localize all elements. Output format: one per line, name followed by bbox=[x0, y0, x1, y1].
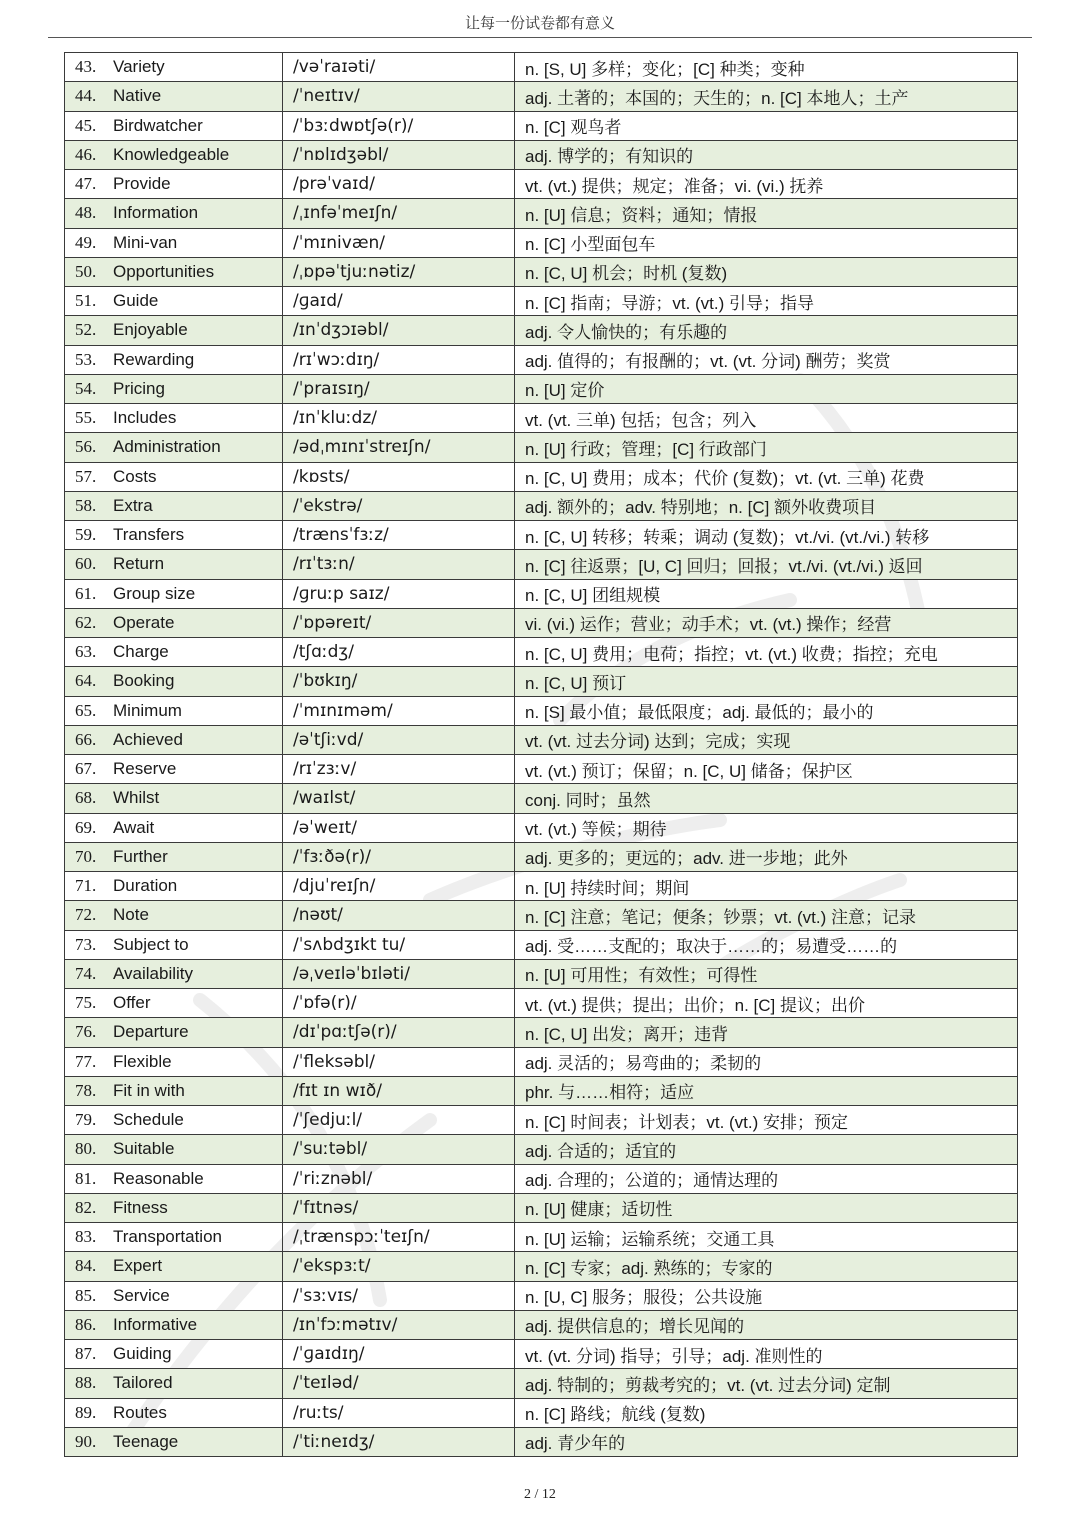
word-text: Achieved bbox=[113, 729, 183, 749]
phonetic-cell: /ˈpraɪsɪŋ/ bbox=[283, 374, 515, 403]
table-row bbox=[65, 140, 1018, 169]
word-cell bbox=[65, 462, 283, 491]
table-row bbox=[65, 1369, 1018, 1398]
word-text: Whilst bbox=[113, 788, 160, 808]
definition-cell: n. [C] 指南；导游；vt. (vt.) 引导；指导 bbox=[515, 287, 1018, 316]
word-cell bbox=[65, 872, 283, 901]
definition-cell: n. [C, U] 费用；成本；代价 (复数)；vt. (vt. 三单) 花费 bbox=[515, 462, 1018, 491]
word-cell bbox=[65, 638, 283, 667]
definition-cell: adj. 更多的；更远的；adv. 进一步地；此外 bbox=[515, 842, 1018, 871]
table-row bbox=[65, 199, 1018, 228]
row-number: 65. bbox=[75, 700, 97, 720]
word-text: Costs bbox=[113, 466, 157, 486]
table-row bbox=[65, 287, 1018, 316]
table-row bbox=[65, 1106, 1018, 1135]
word-text: Service bbox=[113, 1285, 170, 1305]
word-cell bbox=[65, 491, 283, 520]
row-number: 60. bbox=[75, 554, 97, 574]
definition-cell: adj. 受……支配的；取决于……的；易遭受……的 bbox=[515, 930, 1018, 959]
definition-cell: n. [C] 时间表；计划表；vt. (vt.) 安排；预定 bbox=[515, 1106, 1018, 1135]
row-number: 76. bbox=[75, 1022, 97, 1042]
word-cell bbox=[65, 579, 283, 608]
table-row bbox=[65, 1193, 1018, 1222]
row-number: 57. bbox=[75, 466, 97, 486]
word-cell bbox=[65, 1398, 283, 1427]
word-text: Offer bbox=[113, 993, 151, 1013]
row-number: 67. bbox=[75, 759, 97, 779]
definition-cell: n. [U] 信息；资料；通知；情报 bbox=[515, 199, 1018, 228]
table-row bbox=[65, 521, 1018, 550]
phonetic-cell: /ˈtiːneɪdʒ/ bbox=[283, 1427, 515, 1456]
row-number: 47. bbox=[75, 174, 97, 194]
table-row bbox=[65, 404, 1018, 433]
word-cell bbox=[65, 111, 283, 140]
phonetic-cell: /ɪnˈdʒɔɪəbl/ bbox=[283, 316, 515, 345]
row-number: 74. bbox=[75, 963, 97, 983]
table-row bbox=[65, 170, 1018, 199]
word-text: Note bbox=[113, 905, 149, 925]
word-text: Rewarding bbox=[113, 349, 195, 369]
row-number: 43. bbox=[75, 57, 97, 77]
row-number: 52. bbox=[75, 320, 97, 340]
row-number: 79. bbox=[75, 1110, 97, 1130]
row-number: 61. bbox=[75, 583, 97, 603]
definition-cell: adj. 博学的；有知识的 bbox=[515, 140, 1018, 169]
row-number: 72. bbox=[75, 905, 97, 925]
definition-cell: adj. 合适的；适宜的 bbox=[515, 1135, 1018, 1164]
word-text: Booking bbox=[113, 671, 175, 691]
header-rule bbox=[48, 37, 1032, 38]
definition-cell: adj. 额外的；adv. 特别地；n. [C] 额外收费项目 bbox=[515, 491, 1018, 520]
definition-cell: n. [C, U] 团组规模 bbox=[515, 579, 1018, 608]
definition-cell: vt. (vt.) 等候；期待 bbox=[515, 813, 1018, 842]
word-cell bbox=[65, 901, 283, 930]
phonetic-cell: /ˈɒpəreɪt/ bbox=[283, 608, 515, 637]
page-number: 2 / 12 bbox=[524, 1487, 556, 1502]
word-text: Further bbox=[113, 846, 168, 866]
table-row bbox=[65, 1164, 1018, 1193]
page-header: 让每一份试卷都有意义 bbox=[464, 14, 615, 32]
word-cell bbox=[65, 755, 283, 784]
word-cell bbox=[65, 1281, 283, 1310]
phonetic-cell: /fɪt ɪn wɪð/ bbox=[283, 1076, 515, 1105]
table-row bbox=[65, 930, 1018, 959]
word-cell bbox=[65, 667, 283, 696]
word-cell bbox=[65, 1427, 283, 1456]
word-text: Suitable bbox=[113, 1139, 175, 1159]
row-number: 80. bbox=[75, 1139, 97, 1159]
word-text: Teenage bbox=[113, 1431, 179, 1451]
word-cell bbox=[65, 696, 283, 725]
definition-cell: adj. 特制的；剪裁考究的；vt. (vt. 过去分词) 定制 bbox=[515, 1369, 1018, 1398]
row-number: 66. bbox=[75, 729, 97, 749]
word-cell bbox=[65, 1252, 283, 1281]
table-row bbox=[65, 1252, 1018, 1281]
word-cell bbox=[65, 1340, 283, 1369]
phonetic-cell: /əˈweɪt/ bbox=[283, 813, 515, 842]
word-text: Opportunities bbox=[113, 261, 215, 281]
row-number: 59. bbox=[75, 525, 97, 545]
phonetic-cell: /ruːts/ bbox=[283, 1398, 515, 1427]
word-text: Knowledgeable bbox=[113, 144, 230, 164]
definition-cell: n. [C, U] 预订 bbox=[515, 667, 1018, 696]
definition-cell: n. [C] 路线；航线 (复数) bbox=[515, 1398, 1018, 1427]
table-row bbox=[65, 111, 1018, 140]
row-number: 45. bbox=[75, 115, 97, 135]
definition-cell: n. [U] 行政；管理；[C] 行政部门 bbox=[515, 433, 1018, 462]
word-text: Flexible bbox=[113, 1051, 172, 1071]
table-row bbox=[65, 1223, 1018, 1252]
word-text: Schedule bbox=[113, 1110, 184, 1130]
row-number: 73. bbox=[75, 934, 97, 954]
row-number: 82. bbox=[75, 1197, 97, 1217]
phonetic-cell: /dɪˈpɑːtʃə(r)/ bbox=[283, 1018, 515, 1047]
table-row bbox=[65, 725, 1018, 754]
definition-cell: vt. (vt.) 提供；规定；准备；vi. (vi.) 抚养 bbox=[515, 170, 1018, 199]
row-number: 54. bbox=[75, 378, 97, 398]
word-text: Availability bbox=[113, 963, 194, 983]
definition-cell: n. [C, U] 出发；离开；违背 bbox=[515, 1018, 1018, 1047]
word-text: Tailored bbox=[113, 1373, 173, 1393]
table-row bbox=[65, 228, 1018, 257]
row-number: 90. bbox=[75, 1431, 97, 1451]
word-cell bbox=[65, 170, 283, 199]
word-cell bbox=[65, 345, 283, 374]
phonetic-cell: /ˈʃedjuːl/ bbox=[283, 1106, 515, 1135]
table-row bbox=[65, 1398, 1018, 1427]
word-cell bbox=[65, 842, 283, 871]
phonetic-cell: /ˈfɪtnəs/ bbox=[283, 1193, 515, 1222]
phonetic-cell: /waɪlst/ bbox=[283, 784, 515, 813]
row-number: 69. bbox=[75, 817, 97, 837]
row-number: 86. bbox=[75, 1314, 97, 1334]
word-text: Transportation bbox=[113, 1227, 222, 1247]
table-row bbox=[65, 667, 1018, 696]
word-cell bbox=[65, 433, 283, 462]
row-number: 63. bbox=[75, 642, 97, 662]
word-cell bbox=[65, 959, 283, 988]
phonetic-cell: /ˈbʊkɪŋ/ bbox=[283, 667, 515, 696]
table-row bbox=[65, 316, 1018, 345]
word-text: Duration bbox=[113, 876, 178, 896]
table-row bbox=[65, 53, 1018, 82]
definition-cell: adj. 值得的；有报酬的；vt. (vt. 分词) 酬劳；奖赏 bbox=[515, 345, 1018, 374]
row-number: 77. bbox=[75, 1051, 97, 1071]
definition-cell: n. [C] 往返票；[U, C] 回归；回报；vt./vi. (vt./vi.) 返回 bbox=[515, 550, 1018, 579]
word-text: Administration bbox=[113, 437, 221, 457]
row-number: 55. bbox=[75, 408, 97, 428]
word-text: Await bbox=[113, 817, 155, 837]
definition-cell: adj. 灵活的；易弯曲的；柔韧的 bbox=[515, 1047, 1018, 1076]
row-number: 56. bbox=[75, 437, 97, 457]
table-row bbox=[65, 813, 1018, 842]
phonetic-cell: /ˈfleksəbl/ bbox=[283, 1047, 515, 1076]
word-text: Fit in with bbox=[113, 1080, 185, 1100]
word-cell bbox=[65, 1369, 283, 1398]
word-cell bbox=[65, 404, 283, 433]
phonetic-cell: /ˈekspɜːt/ bbox=[283, 1252, 515, 1281]
word-text: Reasonable bbox=[113, 1168, 204, 1188]
table-row bbox=[65, 374, 1018, 403]
word-text: Provide bbox=[113, 174, 171, 194]
phonetic-cell: /trænsˈfɜːz/ bbox=[283, 521, 515, 550]
word-cell bbox=[65, 1076, 283, 1105]
vocabulary-table bbox=[64, 52, 1018, 1457]
word-cell bbox=[65, 316, 283, 345]
row-number: 48. bbox=[75, 203, 97, 223]
definition-cell: adj. 令人愉快的；有乐趣的 bbox=[515, 316, 1018, 345]
phonetic-cell: /ˈɡaɪdɪŋ/ bbox=[283, 1340, 515, 1369]
definition-cell: adj. 青少年的 bbox=[515, 1427, 1018, 1456]
word-text: Native bbox=[113, 86, 162, 106]
phonetic-cell: /rɪˈtɜːn/ bbox=[283, 550, 515, 579]
word-cell bbox=[65, 989, 283, 1018]
definition-cell: vt. (vt.) 提供；提出；出价；n. [C] 提议；出价 bbox=[515, 989, 1018, 1018]
table-row bbox=[65, 901, 1018, 930]
phonetic-cell: /ɡruːp saɪz/ bbox=[283, 579, 515, 608]
phonetic-cell: /kɒsts/ bbox=[283, 462, 515, 491]
table-row bbox=[65, 1018, 1018, 1047]
definition-cell: adj. 土著的；本国的；天生的；n. [C] 本地人；土产 bbox=[515, 82, 1018, 111]
definition-cell: n. [U] 持续时间；期间 bbox=[515, 872, 1018, 901]
word-text: Fitness bbox=[113, 1197, 168, 1217]
phonetic-cell: /ˈekstrə/ bbox=[283, 491, 515, 520]
word-cell bbox=[65, 1193, 283, 1222]
row-number: 51. bbox=[75, 291, 97, 311]
phonetic-cell: /ˈnɒlɪdʒəbl/ bbox=[283, 140, 515, 169]
phonetic-cell: /ˈneɪtɪv/ bbox=[283, 82, 515, 111]
word-cell bbox=[65, 1135, 283, 1164]
word-cell bbox=[65, 140, 283, 169]
word-text: Enjoyable bbox=[113, 320, 188, 340]
table-row bbox=[65, 755, 1018, 784]
table-row bbox=[65, 959, 1018, 988]
word-cell bbox=[65, 53, 283, 82]
definition-cell: n. [C, U] 机会；时机 (复数) bbox=[515, 257, 1018, 286]
phonetic-cell: /ˈbɜːdwɒtʃə(r)/ bbox=[283, 111, 515, 140]
phonetic-cell: /ˌɒpəˈtjuːnətiz/ bbox=[283, 257, 515, 286]
table-row bbox=[65, 491, 1018, 520]
row-number: 83. bbox=[75, 1227, 97, 1247]
phonetic-cell: /djuˈreɪʃn/ bbox=[283, 872, 515, 901]
table-row bbox=[65, 462, 1018, 491]
definition-cell: n. [C, U] 费用；电荷；指控；vt. (vt.) 收费；指控；充电 bbox=[515, 638, 1018, 667]
row-number: 44. bbox=[75, 86, 97, 106]
definition-cell: n. [S, U] 多样；变化；[C] 种类；变种 bbox=[515, 53, 1018, 82]
phonetic-cell: /ˈsɜːvɪs/ bbox=[283, 1281, 515, 1310]
table-row bbox=[65, 579, 1018, 608]
table-row bbox=[65, 1340, 1018, 1369]
phonetic-cell: /əˈtʃiːvd/ bbox=[283, 725, 515, 754]
word-text: Guide bbox=[113, 291, 159, 311]
row-number: 70. bbox=[75, 846, 97, 866]
table-row bbox=[65, 257, 1018, 286]
word-cell bbox=[65, 1223, 283, 1252]
word-text: Reserve bbox=[113, 759, 177, 779]
definition-cell: n. [U] 运输；运输系统；交通工具 bbox=[515, 1223, 1018, 1252]
table-row bbox=[65, 1047, 1018, 1076]
word-cell bbox=[65, 930, 283, 959]
definition-cell: phr. 与……相符；适应 bbox=[515, 1076, 1018, 1105]
table-row bbox=[65, 345, 1018, 374]
row-number: 81. bbox=[75, 1168, 97, 1188]
row-number: 75. bbox=[75, 993, 97, 1013]
definition-cell: adj. 合理的；公道的；通情达理的 bbox=[515, 1164, 1018, 1193]
phonetic-cell: /ɡaɪd/ bbox=[283, 287, 515, 316]
definition-cell: n. [C] 观鸟者 bbox=[515, 111, 1018, 140]
definition-cell: vt. (vt. 过去分词) 达到；完成；实现 bbox=[515, 725, 1018, 754]
phonetic-cell: /ˌtrænspɔːˈteɪʃn/ bbox=[283, 1223, 515, 1252]
definition-cell: n. [C] 注意；笔记；便条；钞票；vt. (vt.) 注意；记录 bbox=[515, 901, 1018, 930]
row-number: 87. bbox=[75, 1344, 97, 1364]
phonetic-cell: /ˈriːznəbl/ bbox=[283, 1164, 515, 1193]
row-number: 89. bbox=[75, 1402, 97, 1422]
row-number: 71. bbox=[75, 876, 97, 896]
phonetic-cell: /ˌɪnfəˈmeɪʃn/ bbox=[283, 199, 515, 228]
definition-cell: conj. 同时；虽然 bbox=[515, 784, 1018, 813]
row-number: 62. bbox=[75, 612, 97, 632]
definition-cell: n. [U] 定价 bbox=[515, 374, 1018, 403]
definition-cell: n. [C, U] 转移；转乘；调动 (复数)；vt./vi. (vt./vi.) 转移 bbox=[515, 521, 1018, 550]
word-text: Return bbox=[113, 554, 165, 574]
word-text: Group size bbox=[113, 583, 196, 603]
table-row bbox=[65, 433, 1018, 462]
table-row bbox=[65, 1310, 1018, 1339]
word-text: Information bbox=[113, 203, 199, 223]
word-cell bbox=[65, 1018, 283, 1047]
phonetic-cell: /ˈsuːtəbl/ bbox=[283, 1135, 515, 1164]
definition-cell: n. [U, C] 服务；服役；公共设施 bbox=[515, 1281, 1018, 1310]
word-cell bbox=[65, 1310, 283, 1339]
table-row bbox=[65, 842, 1018, 871]
definition-cell: vi. (vi.) 运作；营业；动手术；vt. (vt.) 操作；经营 bbox=[515, 608, 1018, 637]
word-text: Mini-van bbox=[113, 232, 178, 252]
phonetic-cell: /ˈmɪnɪməm/ bbox=[283, 696, 515, 725]
word-cell bbox=[65, 257, 283, 286]
word-cell bbox=[65, 550, 283, 579]
word-cell bbox=[65, 82, 283, 111]
word-text: Includes bbox=[113, 408, 177, 428]
phonetic-cell: /əˌveɪləˈbɪləti/ bbox=[283, 959, 515, 988]
row-number: 78. bbox=[75, 1080, 97, 1100]
table-row bbox=[65, 989, 1018, 1018]
word-cell bbox=[65, 1047, 283, 1076]
word-text: Variety bbox=[113, 57, 165, 77]
phonetic-cell: /ɪnˈfɔːmətɪv/ bbox=[283, 1310, 515, 1339]
row-number: 50. bbox=[75, 261, 97, 281]
phonetic-cell: /ˈmɪnivæn/ bbox=[283, 228, 515, 257]
table-row bbox=[65, 82, 1018, 111]
phonetic-cell: /nəʊt/ bbox=[283, 901, 515, 930]
row-number: 85. bbox=[75, 1285, 97, 1305]
word-text: Routes bbox=[113, 1402, 167, 1422]
word-cell bbox=[65, 287, 283, 316]
row-number: 68. bbox=[75, 788, 97, 808]
definition-cell: n. [U] 可用性；有效性；可得性 bbox=[515, 959, 1018, 988]
row-number: 46. bbox=[75, 144, 97, 164]
word-text: Subject to bbox=[113, 934, 189, 954]
word-cell bbox=[65, 228, 283, 257]
word-cell bbox=[65, 374, 283, 403]
phonetic-cell: /ədˌmɪnɪˈstreɪʃn/ bbox=[283, 433, 515, 462]
row-number: 84. bbox=[75, 1256, 97, 1276]
row-number: 58. bbox=[75, 495, 97, 515]
definition-cell: n. [C] 专家；adj. 熟练的；专家的 bbox=[515, 1252, 1018, 1281]
table-row bbox=[65, 1076, 1018, 1105]
word-cell bbox=[65, 813, 283, 842]
word-text: Birdwatcher bbox=[113, 115, 203, 135]
word-cell bbox=[65, 199, 283, 228]
word-text: Informative bbox=[113, 1314, 198, 1334]
word-cell bbox=[65, 608, 283, 637]
phonetic-cell: /ˈsʌbdʒɪkt tu/ bbox=[283, 930, 515, 959]
phonetic-cell: /prəˈvaɪd/ bbox=[283, 170, 515, 199]
word-text: Guiding bbox=[113, 1344, 172, 1364]
row-number: 49. bbox=[75, 232, 97, 252]
row-number: 64. bbox=[75, 671, 97, 691]
word-text: Expert bbox=[113, 1256, 163, 1276]
table-row bbox=[65, 1135, 1018, 1164]
word-cell bbox=[65, 1106, 283, 1135]
table-row bbox=[65, 872, 1018, 901]
table-row bbox=[65, 1427, 1018, 1456]
definition-cell: adj. 提供信息的；增长见闻的 bbox=[515, 1310, 1018, 1339]
table-row bbox=[65, 608, 1018, 637]
definition-cell: vt. (vt. 分词) 指导；引导；adj. 准则性的 bbox=[515, 1340, 1018, 1369]
word-text: Minimum bbox=[113, 700, 182, 720]
table-row bbox=[65, 638, 1018, 667]
table-row bbox=[65, 550, 1018, 579]
definition-cell: n. [U] 健康；适切性 bbox=[515, 1193, 1018, 1222]
word-text: Transfers bbox=[113, 525, 185, 545]
phonetic-cell: /ˈɒfə(r)/ bbox=[283, 989, 515, 1018]
definition-cell: vt. (vt. 三单) 包括；包含；列入 bbox=[515, 404, 1018, 433]
phonetic-cell: /vəˈraɪəti/ bbox=[283, 53, 515, 82]
word-text: Extra bbox=[113, 495, 153, 515]
table-row bbox=[65, 1281, 1018, 1310]
word-cell bbox=[65, 1164, 283, 1193]
phonetic-cell: /ˈfɜːðə(r)/ bbox=[283, 842, 515, 871]
row-number: 53. bbox=[75, 349, 97, 369]
word-text: Pricing bbox=[113, 378, 165, 398]
table-row bbox=[65, 696, 1018, 725]
word-cell bbox=[65, 784, 283, 813]
phonetic-cell: /rɪˈzɜːv/ bbox=[283, 755, 515, 784]
word-cell bbox=[65, 521, 283, 550]
definition-cell: n. [S] 最小值；最低限度；adj. 最低的；最小的 bbox=[515, 696, 1018, 725]
word-cell bbox=[65, 725, 283, 754]
table-row bbox=[65, 784, 1018, 813]
word-text: Operate bbox=[113, 612, 175, 632]
word-text: Charge bbox=[113, 642, 169, 662]
phonetic-cell: /tʃɑːdʒ/ bbox=[283, 638, 515, 667]
phonetic-cell: /ˈteɪləd/ bbox=[283, 1369, 515, 1398]
word-text: Departure bbox=[113, 1022, 189, 1042]
row-number: 88. bbox=[75, 1373, 97, 1393]
definition-cell: n. [C] 小型面包车 bbox=[515, 228, 1018, 257]
phonetic-cell: /rɪˈwɔːdɪŋ/ bbox=[283, 345, 515, 374]
phonetic-cell: /ɪnˈkluːdz/ bbox=[283, 404, 515, 433]
definition-cell: vt. (vt.) 预订；保留；n. [C, U] 储备；保护区 bbox=[515, 755, 1018, 784]
